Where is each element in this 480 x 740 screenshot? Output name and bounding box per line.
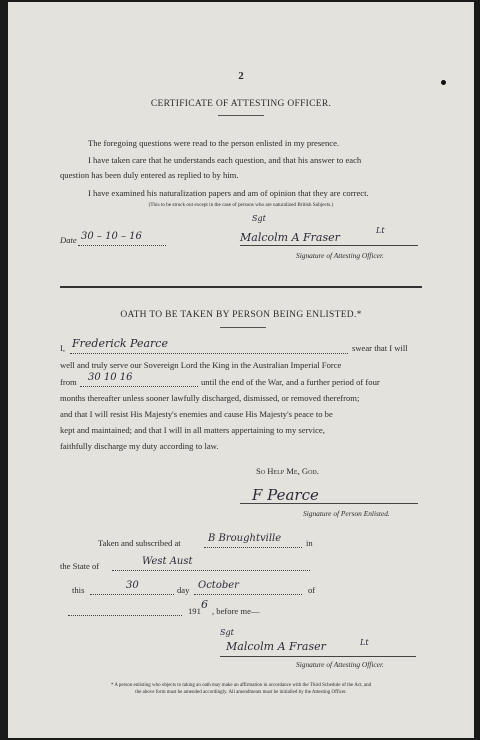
year-handwritten: 6: [201, 598, 208, 611]
section-divider: [60, 286, 422, 288]
footnote-line-2: the above form must be amended accordingly. All amendments must be initialled by the Attesting Officer.: [135, 690, 347, 695]
enlistee-name-handwritten: Frederick Pearce: [72, 337, 168, 350]
oath-heading: OATH TO BE TAKEN BY PERSON BEING ENLISTED.*: [120, 310, 362, 320]
oath-line-4: months thereafter unless sooner lawfully discharged, dismissed, or removed therefrom;: [60, 393, 360, 403]
year-prefix: 191: [188, 606, 201, 616]
heading-rule: [218, 115, 264, 116]
footnote-line-1: * A person enlisting who objects to taking an oath may make an affirmation in accordance with the Third Schedule of the Act, and: [110, 683, 372, 688]
witness-signature-suffix: Lt: [360, 638, 369, 647]
witness-signature-handwritten: Malcolm A Fraser: [226, 640, 326, 653]
place-line: [204, 547, 302, 548]
attestation-page: [8, 2, 474, 738]
state-label: the State of: [60, 561, 100, 571]
before-me-label: , before me—: [212, 606, 260, 616]
oath-line-5: and that I will resist His Majesty's enemies and cause His Majesty's peace to be: [60, 409, 333, 419]
year-blank-line: [68, 615, 182, 616]
state-line: [112, 570, 310, 571]
witness-signature-line: [220, 656, 416, 657]
name-line: [70, 353, 348, 354]
state-handwritten: West Aust: [142, 556, 193, 567]
witness-rank-handwritten: Sgt: [220, 628, 234, 637]
page-number: 2: [238, 70, 244, 82]
naturalization-note: (This to be struck out except in the case of persons who are naturalized British Subjects.): [148, 202, 334, 208]
of-label: of: [308, 585, 316, 595]
footnote: [38, 682, 444, 696]
certificate-paragraph-3: I have examined his naturalization papers and am of opinion that they are correct.: [88, 188, 369, 198]
oath-line-3-end: until the end of the War, and a further period of four: [201, 377, 380, 387]
certificate-signature-caption: Signature of Attesting Officer.: [296, 251, 384, 260]
certificate-rank-handwritten: Sgt: [252, 214, 266, 223]
certificate-paragraph-1: The foregoing questions were read to the person enlisted in my presence.: [88, 138, 340, 148]
place-handwritten: B Broughtville: [208, 533, 282, 544]
certificate-signature-handwritten: Malcolm A Fraser: [240, 231, 340, 244]
from-date-line: [80, 386, 198, 387]
enlistee-signature-caption: Signature of Person Enlisted.: [303, 509, 390, 518]
date-label: Date: [60, 235, 77, 245]
witness-signature-caption: Signature of Attesting Officer.: [296, 660, 384, 669]
day-handwritten: 30: [126, 580, 139, 591]
enlistee-signature-handwritten: F Pearce: [252, 486, 319, 504]
enlistee-signature-line: [240, 503, 418, 504]
day-label: day: [177, 585, 190, 595]
oath-heading-rule: [220, 327, 266, 328]
oath-line-6: kept and maintained; and that I will in all matters appertaining to my service,: [60, 425, 325, 435]
from-label: from: [60, 377, 77, 387]
this-label: this: [72, 585, 85, 595]
oath-line-2: well and truly serve our Sovereign Lord the King in the Australian Imperial Force: [60, 360, 342, 370]
certificate-date-handwritten: 30 – 10 – 16: [81, 231, 142, 242]
oath-line-7: faithfully discharge my duty according to law.: [60, 441, 219, 451]
date-line: [78, 245, 166, 246]
from-date-handwritten: 30 10 16: [88, 372, 133, 383]
oath-line-1-end: swear that I will: [352, 343, 408, 353]
certificate-signature-line: [240, 245, 418, 246]
month-handwritten: October: [198, 580, 239, 591]
month-line: [194, 594, 302, 595]
certificate-paragraph-2-line-1: I have taken care that he understands each question, and that his answer to each: [88, 155, 362, 165]
in-label: in: [306, 538, 313, 548]
certificate-heading: CERTIFICATE OF ATTESTING OFFICER.: [150, 99, 332, 109]
subscribed-label: Taken and subscribed at: [98, 538, 181, 548]
day-line: [90, 594, 174, 595]
certificate-signature-suffix: Lt: [376, 226, 385, 235]
certificate-paragraph-2-line-2: question has been duly entered as replied to by him.: [60, 170, 239, 180]
so-help-me-god: So Help Me, God.: [256, 466, 319, 476]
oath-i-label: I,: [60, 343, 66, 353]
